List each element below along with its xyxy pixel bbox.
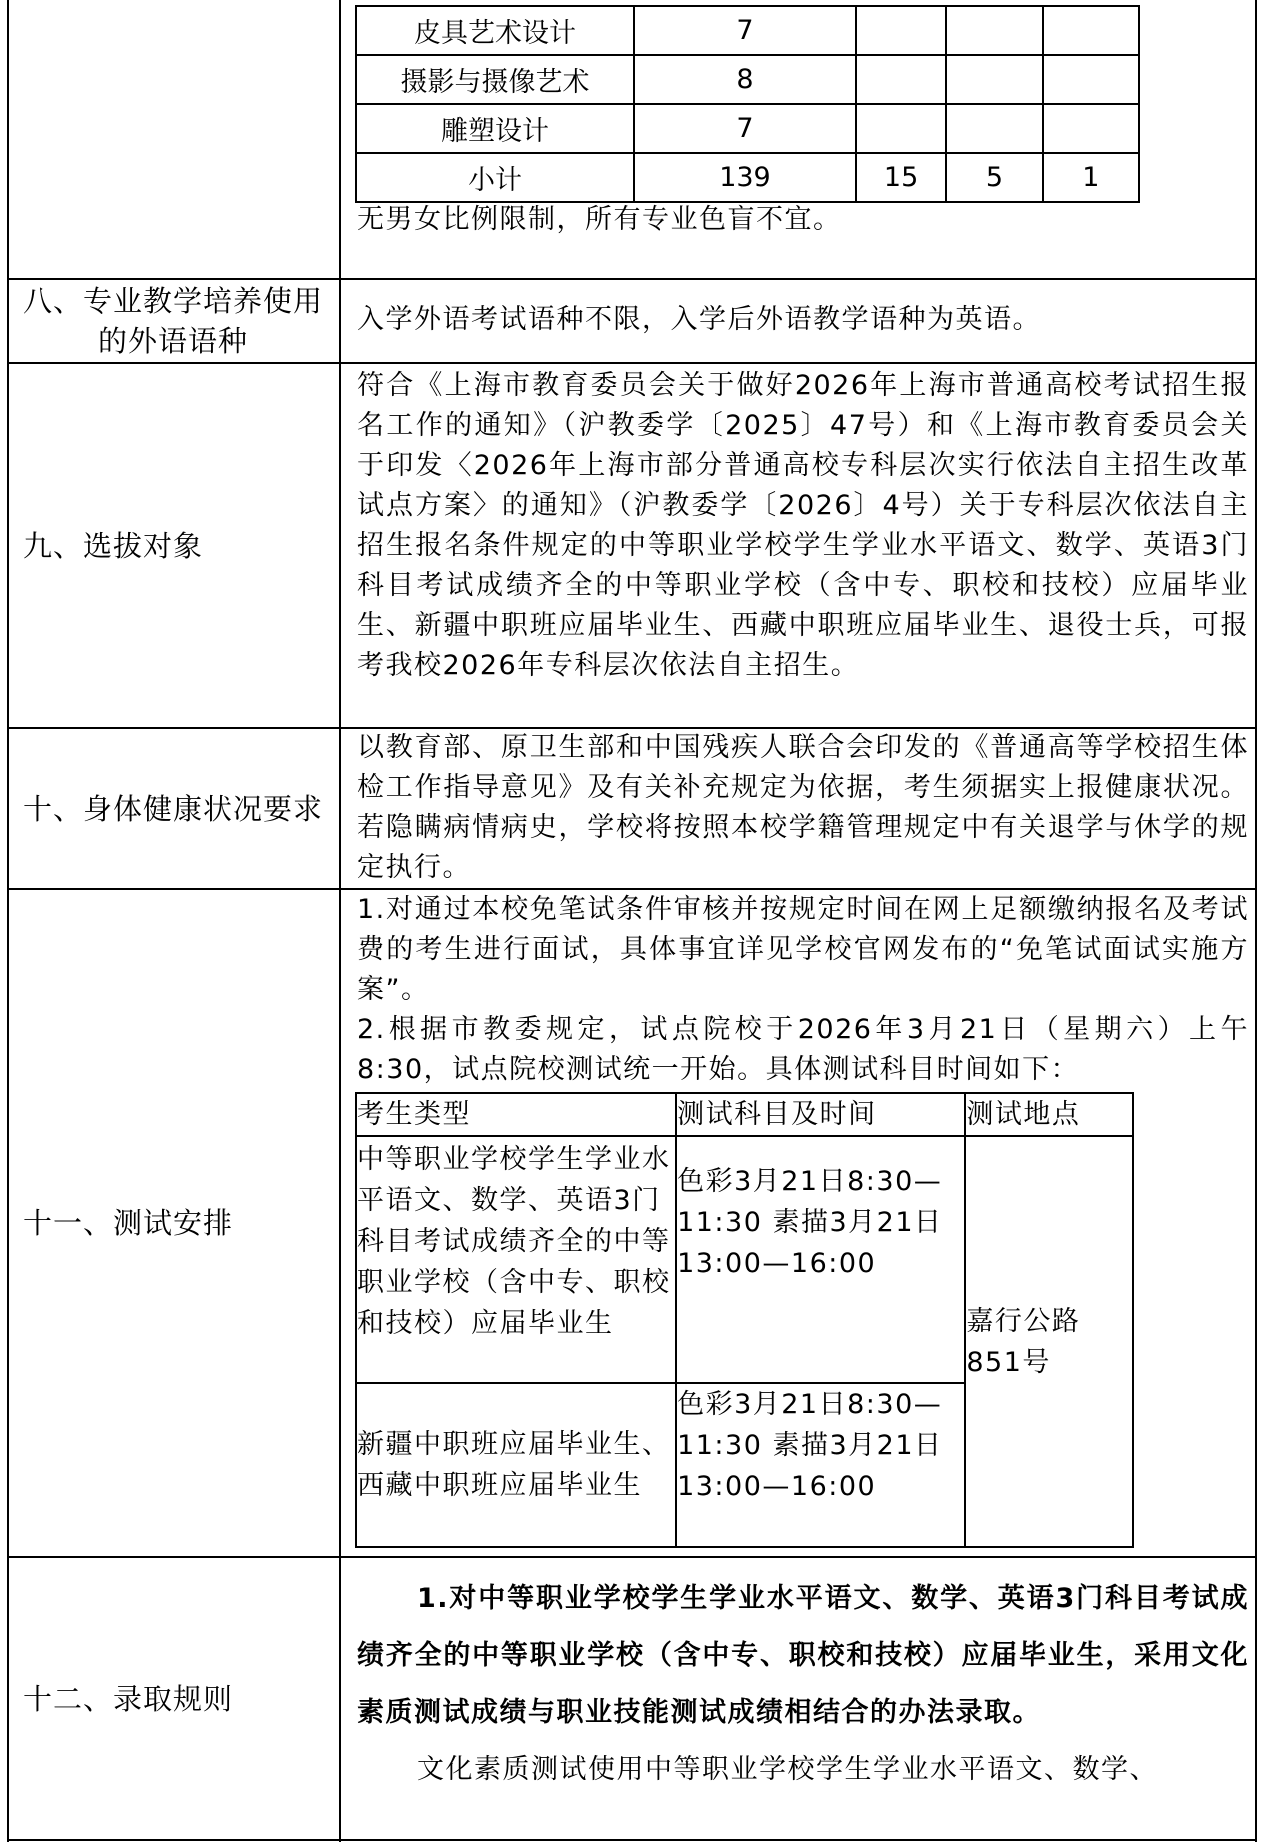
table-row [356, 55, 1139, 104]
section-12-paragraph-1: 1.对中等职业学校学生学业水平语文、数学、英语3门科目考试成绩齐全的中等职业学校（含中专、职校和技校）应届毕业生，采用文化素质测试成绩与职业技能测试成绩相结合的办法录取。 [357, 1583, 1249, 1728]
candidate-type-cell: 新疆中职班应届毕业生、西藏中职班应届毕业生 [356, 1383, 676, 1547]
section-9-label: 九、选拔对象 [23, 528, 204, 563]
test-time-cell: 色彩3月21日8:30—11:30 素描3月21日13:00—16:00 [676, 1136, 965, 1383]
quota-cell [856, 104, 946, 153]
section-11-paragraph-2: 2.根据市教委规定，试点院校于2026年3月21日（星期六）上午8:30，试点院校测试统一开始。具体测试科目时间如下： [357, 1014, 1249, 1085]
table-row [356, 153, 1139, 202]
quota-cell [856, 55, 946, 104]
test-time-cell: 色彩3月21日8:30—11:30 素描3月21日13:00—16:00 [676, 1383, 965, 1547]
table-row [356, 6, 1139, 55]
section-12-label: 十二、录取规则 [23, 1681, 234, 1716]
quota-cell [946, 104, 1042, 153]
header-test-time: 测试科目及时间 [676, 1093, 965, 1136]
header-test-location: 测试地点 [965, 1093, 1133, 1136]
quota-cell [856, 6, 946, 55]
test-schedule-table [355, 1092, 1134, 1548]
test-location-cell: 嘉行公路851号 [965, 1136, 1133, 1547]
major-name: 皮具艺术设计 [356, 6, 634, 55]
section-8-text: 入学外语考试语种不限，入学后外语教学语种为英语。 [357, 304, 1041, 335]
section-12-text [357, 1570, 1249, 1798]
subtotal-cell: 5 [946, 153, 1042, 202]
major-count: 8 [634, 55, 856, 104]
subtotal-label: 小计 [356, 153, 634, 202]
quota-cell [946, 6, 1042, 55]
table-right-border [1255, 0, 1257, 1842]
quota-cell [1043, 6, 1139, 55]
quota-cell [1043, 55, 1139, 104]
quota-table [355, 5, 1140, 203]
section-10-text: 以教育部、原卫生部和中国残疾人联合会印发的《普通高等学校招生体检工作指导意见》及有关补充规定为依据，考生须据实上报健康状况。若隐瞒病情病史，学校将按照本校学籍管理规定中有关退学与休学的规定执行。 [357, 732, 1249, 883]
quota-cell [1043, 104, 1139, 153]
section-9-text: 符合《上海市教育委员会关于做好2026年上海市普通高校考试招生报名工作的通知》（沪教委学〔2025〕47号）和《上海市教育委员会关于印发〈2026年上海市部分普通高校专科层次实行依法自主招生改革试点方案〉的通知》（沪教委学〔2026〕4号）关于专科层次依法自主招生报名条件规定的中等职业学校学生学业水平语文、数学、英语3门科目考试成绩齐全的中等职业学校（含中专、职校和技校）应届毕业生、新疆中职班应届毕业生、西藏中职班应届毕业生、退役士兵，可报考我校2026年专科层次依法自主招生。 [357, 370, 1249, 681]
section-8-label-line2: 的外语语种 [97, 324, 248, 358]
table-bottom-border [7, 1839, 1257, 1841]
document-page [7, 0, 1257, 1842]
quota-cell [946, 55, 1042, 104]
major-count: 7 [634, 6, 856, 55]
section-11-label: 十一、测试安排 [23, 1206, 234, 1240]
major-name: 雕塑设计 [356, 104, 634, 153]
section-11-text [357, 890, 1249, 1090]
section-10-label: 十、身体健康状况要求 [23, 791, 324, 826]
header-candidate-type: 考生类型 [356, 1093, 676, 1136]
column-divider [339, 0, 341, 1842]
quota-note: 无男女比例限制，所有专业色盲不宜。 [357, 204, 842, 235]
subtotal-cell: 1 [1043, 153, 1139, 202]
section-8-label [7, 280, 339, 362]
table-header-row [356, 1093, 1133, 1136]
section-11-paragraph-1: 1.对通过本校免笔试条件审核并按规定时间在网上足额缴纳报名及考试费的考生进行面试，具体事宜详见学校官网发布的“免笔试面试实施方案”。 [357, 894, 1249, 1005]
table-row [356, 1136, 1133, 1383]
table-row [356, 104, 1139, 153]
section-8-label-line1: 八、专业教学培养使用 [22, 284, 323, 318]
major-count: 7 [634, 104, 856, 153]
subtotal-cell: 15 [856, 153, 946, 202]
section-12-paragraph-2: 文化素质测试使用中等职业学校学生学业水平语文、数学、 [417, 1754, 1158, 1785]
major-name: 摄影与摄像艺术 [356, 55, 634, 104]
subtotal-count: 139 [634, 153, 856, 202]
candidate-type-cell: 中等职业学校学生学业水平语文、数学、英语3门科目考试成绩齐全的中等职业学校（含中专、职校和技校）应届毕业生 [356, 1136, 676, 1383]
